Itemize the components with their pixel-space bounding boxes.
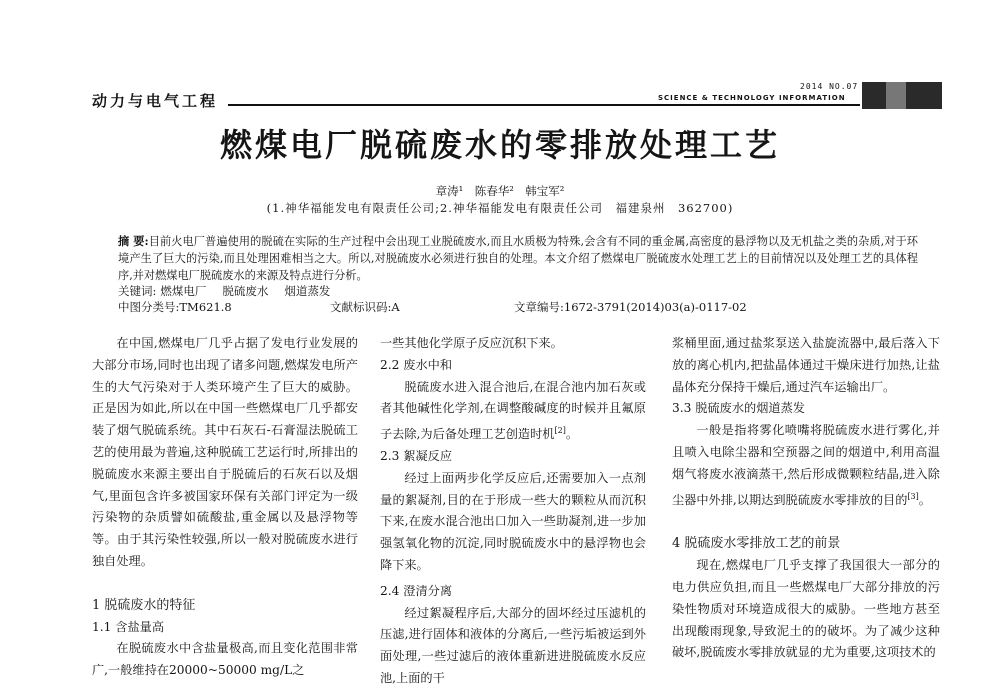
abstract xyxy=(118,233,918,284)
journal-name: SCIENCE & TECHNOLOGY INFORMATION xyxy=(658,94,846,102)
body-column-3 xyxy=(672,333,940,664)
paragraph: 经过絮凝程序后,大部分的固坏经过压滤机的压滤,进行固体和液体的分离后,一些污垢被运到外面处理,一些过滤后的液体重新进进脱硫废水反应池,上面的干 xyxy=(380,605,646,686)
abstract-label: 摘 要: xyxy=(118,234,149,248)
keywords xyxy=(118,283,346,299)
affiliation: (1.神华福能发电有限责任公司;2.神华福能发电有限责任公司 福建泉州 362700) xyxy=(266,201,734,215)
section-heading: 4 脱硫废水零排放工艺的前景 xyxy=(672,536,841,552)
clc-number: 中图分类号:TM621.8 xyxy=(118,300,232,314)
body-column-1 xyxy=(92,333,358,682)
article-number: 文章编号:1672-3791(2014)03(a)-0117-02 xyxy=(514,300,747,314)
citation: [3] xyxy=(907,491,919,501)
paragraph: 在脱硫废水中含盐量极高,而且变化范围非常广,一般维持在20000~50000 mg/L之 xyxy=(92,641,358,678)
citation: [2] xyxy=(554,426,566,436)
subsection-heading: 2.4 澄清分离 xyxy=(380,583,453,598)
article-title: 燃煤电厂脱硫废水的零排放处理工艺 xyxy=(219,126,780,164)
subsection-heading: 2.2 废水中和 xyxy=(380,357,453,372)
paragraph-text: 一般是指将雾化喷嘴将脱硫废水进行雾化,并且喷入电除尘器和空预器之间的烟道中,利用高温烟气将废水液滴蒸干,然后形成微颗粒结晶,进入除尘器中外排,以期达到脱硫废水零排放的目的 xyxy=(672,423,940,507)
keyword: 脱硫废水 xyxy=(222,284,269,298)
paragraph: 经过上面两步化学反应后,还需要加入一点剂量的絮凝剂,目的在于形成一些大的颗粒从而沉积下来,在废水混合池出口加入一些助凝剂,进一步加强氢氧化物的沉淀,同时脱硫废水中的悬浮物也会降下来。 xyxy=(380,470,646,573)
paragraph-continuation: 浆桶里面,通过盐浆泵送入盐旋流器中,最后落入下放的离心机内,把盐晶体通过干燥床进行加热,让盐晶体充分保持干燥后,通过汽车运输出厂。 xyxy=(672,336,940,394)
section-heading: 1 脱硫废水的特征 xyxy=(92,597,196,613)
paragraph-continuation: 一些其他化学原子反应沉积下来。 xyxy=(380,336,563,350)
authors: 章涛¹ 陈春华² 韩宝军² xyxy=(435,184,565,198)
punctuation: 。 xyxy=(918,492,931,507)
document-code: 文献标识码:A xyxy=(330,300,400,314)
subsection-heading: 2.3 絮凝反应 xyxy=(380,449,453,464)
abstract-text: 目前火电厂普遍使用的脱硫在实际的生产过程中会出现工业脱硫废水,而且水质极为特殊,会含有不同的重金属,高密度的悬浮物以及无机盐之类的杂质,对于环境产生了巨大的污染,而且处理困难相当之大。所以,对脱硫废水必须进行独自的处理。本文介绍了燃煤电厂脱硫废水处理工艺上的目前情况以及处理工艺的具体程序,并对燃煤电厂脱硫废水的来源及特点进行分析。 xyxy=(118,235,918,282)
punctuation: 。 xyxy=(565,427,579,442)
subsection-heading: 3.3 脱硫废水的烟道蒸发 xyxy=(672,401,805,416)
keyword: 燃煤电厂 xyxy=(160,284,207,298)
keywords-label: 关键词: xyxy=(118,284,157,298)
intro-paragraph: 在中国,燃煤电厂几乎占据了发电行业发展的大部分市场,同时也出现了诸多问题,燃煤发电所产生的大气污染对于人类环境产生了巨大的威胁。正是因为如此,所以在中国一些燃煤电厂几乎都安装了烟气脱硫系统。其中石灰石-石膏湿法脱硫工艺的使用最为普遍,这种脱硫工艺运行时,所排出的脱硫废水来源主要出自于脱硫后的石灰石以及烟气,里面包含许多被国家环保有关部门评定为一级污染物的杂质譬如硫酸盐,重金属以及悬浮物等等。由于其污染性较强,所以一般对脱硫废水进行独自处理。 xyxy=(92,336,358,568)
keyword: 烟道蒸发 xyxy=(284,284,331,298)
subsection-heading: 1.1 含盐量高 xyxy=(92,619,165,634)
issue-number: 2014 NO.07 xyxy=(800,82,859,91)
body-column-2 xyxy=(380,333,646,690)
paragraph: 现在,燃煤电厂几乎支撑了我国很大一部分的电力供应负担,而且一些燃煤电厂大部分排放的污染性物质对环境造成很大的威胁。一些地方甚至出现酸雨现象,导致泥土的的破坏。为了减少这种破坏,脱硫废水零排放就显的尤为重要,这项技术的 xyxy=(672,558,940,660)
section-label: 动力与电气工程 xyxy=(92,92,219,110)
paragraph xyxy=(380,377,646,446)
paragraph-text: 脱硫废水进入混合池后,在混合池内加石灰或者其他碱性化学剂,在调整酸碱度的时候并且氟原子去除,为后备处理工艺创造时机 xyxy=(380,379,646,442)
paragraph xyxy=(672,420,940,511)
header-rule xyxy=(228,104,860,106)
journal-logo xyxy=(862,82,942,109)
